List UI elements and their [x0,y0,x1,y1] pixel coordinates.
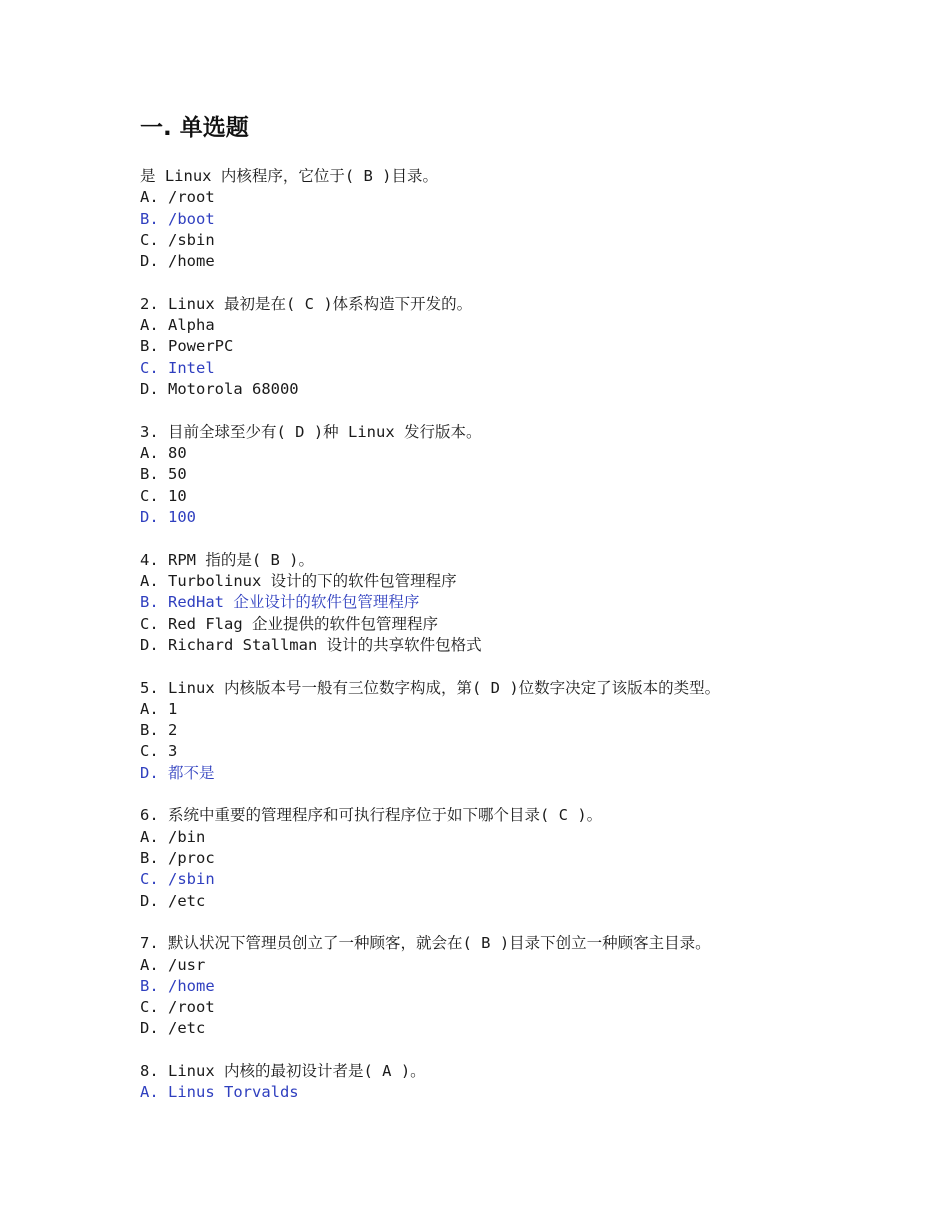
option-c: C. /root [140,998,215,1017]
question-stem: 5. Linux 内核版本号一般有三位数字构成，第( D )位数字决定了该版本的类型。 [140,678,721,697]
question-4 [140,550,920,656]
option-c: C. 3 [140,742,178,761]
option-d: D. /etc [140,1019,206,1038]
option-c: C. Red Flag 企业提供的软件包管理程序 [140,614,438,633]
question-8 [140,1061,920,1104]
option-d: D. 100 [140,507,196,526]
question-2 [140,294,920,400]
option-a: A. Alpha [140,316,215,335]
option-c: C. /sbin [140,870,215,889]
option-d: D. /etc [140,891,206,910]
option-a: A. 80 [140,444,187,463]
option-d: D. Richard Stallman 设计的共享软件包格式 [140,635,482,654]
option-c: C. /sbin [140,230,215,249]
option-c: C. 10 [140,486,187,505]
option-b: B. PowerPC [140,337,234,356]
question-stem: 6. 系统中重要的管理程序和可执行程序位于如下哪个目录( C )。 [140,806,603,825]
option-d: D. /home [140,252,215,271]
option-a: A. /usr [140,955,206,974]
option-b: B. /home [140,976,215,995]
option-b: B. 2 [140,721,178,740]
question-stem: 2. Linux 最初是在( C )体系构造下开发的。 [140,294,473,313]
question-1 [140,166,920,272]
option-b: B. RedHat 企业设计的软件包管理程序 [140,593,420,612]
option-a: A. Linus Torvalds [140,1083,299,1102]
question-5 [140,678,920,784]
question-stem: 4. RPM 指的是( B )。 [140,550,314,569]
option-c: C. Intel [140,358,215,377]
question-stem: 3. 目前全球至少有( D )种 Linux 发行版本。 [140,422,482,441]
option-b: B. /proc [140,848,215,867]
option-d: D. Motorola 68000 [140,380,299,399]
option-a: A. 1 [140,699,178,718]
document-page [140,112,920,1125]
section-title: 一. 单选题 [140,115,249,141]
option-b: B. /boot [140,209,215,228]
question-stem: 是 Linux 内核程序，它位于( B )目录。 [140,167,438,185]
question-7 [140,933,920,1039]
question-6 [140,805,920,911]
option-d: D. 都不是 [140,763,215,782]
question-stem: 7. 默认状况下管理员创立了一种顾客，就会在( B )目录下创立一种顾客主目录。 [140,934,711,953]
option-a: A. /root [140,188,215,207]
option-a: A. /bin [140,827,206,846]
question-3 [140,422,920,528]
option-a: A. Turbolinux 设计的下的软件包管理程序 [140,571,457,590]
option-b: B. 50 [140,465,187,484]
question-stem: 8. Linux 内核的最初设计者是( A )。 [140,1062,426,1081]
